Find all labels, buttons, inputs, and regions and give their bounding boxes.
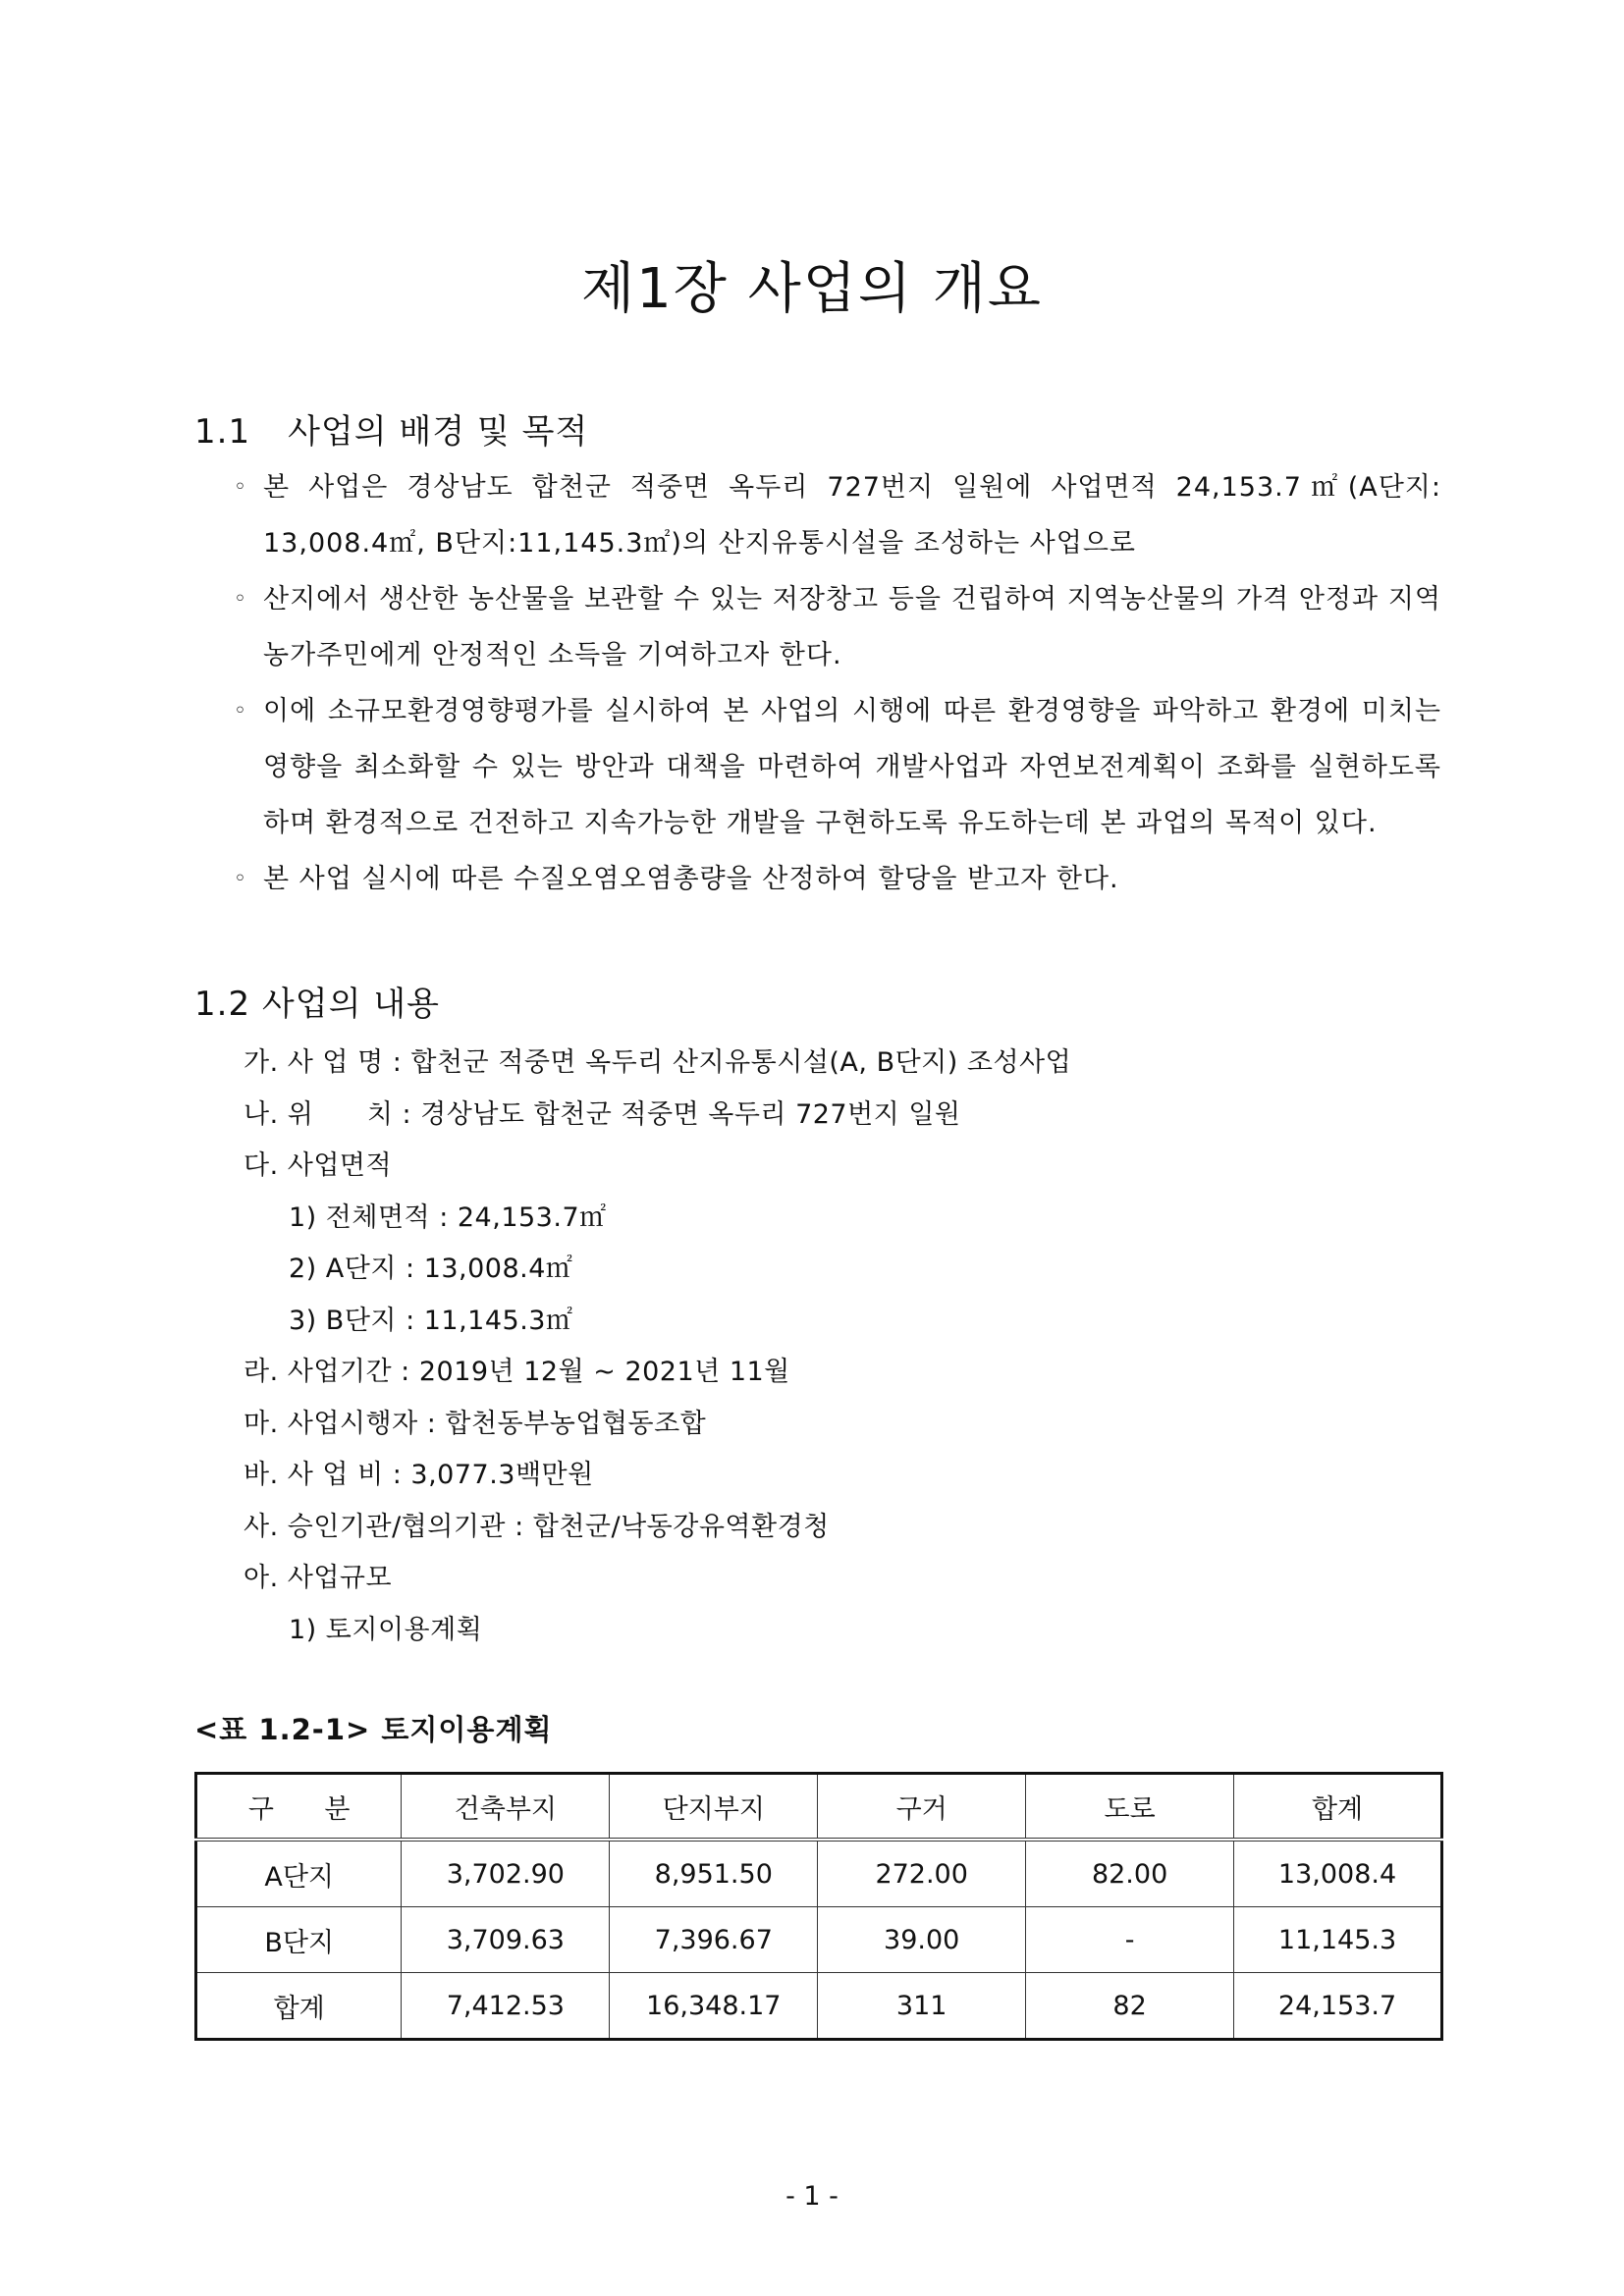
bullet-item [234, 683, 1441, 851]
column-header: 구거 [818, 1774, 1026, 1841]
detail-cost: 바. 사 업 비 : 3,077.3백만원 [244, 1460, 594, 1490]
table-cell: 16,348.17 [610, 1973, 818, 2040]
detail-project-name: 가. 사 업 명 : 합천군 적중면 옥두리 산지유통시설(A, B단지) 조성사업 [244, 1047, 1072, 1078]
table-cell: 82 [1026, 1973, 1234, 2040]
table-cell: B단지 [196, 1907, 402, 1973]
table-cell: 272.00 [818, 1840, 1026, 1907]
detail-period: 라. 사업기간 : 2019년 12월 ~ 2021년 11월 [244, 1357, 790, 1387]
section-title: 사업의 내용 [261, 985, 440, 1024]
table-cell: 13,008.4 [1234, 1840, 1442, 1907]
table-cell: 8,951.50 [610, 1840, 818, 1907]
table-cell: 311 [818, 1973, 1026, 2040]
detail-total-area: 1) 전체면적 : 24,153.7㎡ [289, 1201, 607, 1233]
table-cell: 82.00 [1026, 1840, 1234, 1907]
column-header: 도로 [1026, 1774, 1234, 1841]
background-bullet-list [234, 459, 1441, 907]
table-cell: 11,145.3 [1234, 1907, 1442, 1973]
bullet-marker: ◦ [234, 475, 247, 500]
table-row [196, 1840, 1442, 1907]
table-cell: - [1026, 1907, 1234, 1973]
section-title: 사업의 배경 및 목적 [288, 412, 589, 452]
detail-agencies: 사. 승인기관/협의기관 : 합천군/낙동강유역환경청 [244, 1511, 830, 1542]
table-cell: 합계 [196, 1973, 402, 2040]
table-cell: 39.00 [818, 1907, 1026, 1973]
section-number: 1.1 [194, 412, 251, 452]
section-heading-1-1 [194, 404, 588, 453]
land-use-table [194, 1772, 1443, 2041]
chapter-title: 제1장 사업의 개요 [581, 257, 1043, 321]
detail-location: 나. 위 치 : 경상남도 합천군 적중면 옥두리 727번지 일원 [244, 1098, 961, 1130]
bullet-text: 본 사업은 경상남도 합천군 적중면 옥두리 727번지 일원에 사업면적 24,153.7㎡(A단지: 13,008.4㎡, B단지:11,145.3㎡)의 산지유통시설을 조성하는 사업으로 [263, 472, 1441, 559]
table-cell: 3,709.63 [402, 1907, 610, 1973]
table-cell: 3,702.90 [402, 1840, 610, 1907]
table-cell: 7,396.67 [610, 1907, 818, 1973]
table-row-total [196, 1973, 1442, 2040]
column-header: 합계 [1234, 1774, 1442, 1841]
bullet-marker: ◦ [234, 587, 247, 612]
detail-land-use-plan: 1) 토지이용계획 [289, 1614, 483, 1645]
project-details-list [244, 1038, 1071, 1656]
table-header-row [196, 1774, 1442, 1841]
detail-operator: 마. 사업시행자 : 합천동부농업협동조합 [244, 1408, 707, 1439]
column-header: 구 분 [196, 1774, 402, 1841]
bullet-item [234, 851, 1441, 907]
section-heading-1-2 [194, 977, 440, 1025]
bullet-text: 이에 소규모환경영향평가를 실시하여 본 사업의 시행에 따른 환경영향을 파악하고 환경에 미치는 영향을 최소화할 수 있는 방안과 대책을 마련하여 개발사업과 자연보전계획이 조화를 실현하도록 하며 환경적으로 건전하고 지속가능한 개발을 구현하도록 유도하는데 본 과업의 목적이 있다. [263, 696, 1441, 838]
table-cell: A단지 [196, 1840, 402, 1907]
bullet-item [234, 459, 1441, 571]
section-number: 1.2 [194, 985, 251, 1024]
bullet-text: 본 사업 실시에 따른 수질오염오염총량을 산정하여 할당을 받고자 한다. [263, 864, 1119, 894]
table-row [196, 1907, 1442, 1973]
table-cell: 24,153.7 [1234, 1973, 1442, 2040]
table-caption: <표 1.2-1> 토지이용계획 [194, 1713, 553, 1746]
detail-scale-heading: 아. 사업규모 [244, 1563, 393, 1593]
detail-area-a: 2) A단지 : 13,008.4㎡ [289, 1254, 573, 1284]
bullet-item [234, 571, 1441, 683]
column-header: 건축부지 [402, 1774, 610, 1841]
bullet-marker: ◦ [234, 699, 247, 723]
page-number: - 1 - [785, 2181, 839, 2212]
table-cell: 7,412.53 [402, 1973, 610, 2040]
column-header: 단지부지 [610, 1774, 818, 1841]
bullet-marker: ◦ [234, 867, 247, 891]
detail-area-b: 3) B단지 : 11,145.3㎡ [289, 1305, 573, 1336]
bullet-text: 산지에서 생산한 농산물을 보관할 수 있는 저장창고 등을 건립하여 지역농산물의 가격 안정과 지역농가주민에게 안정적인 소득을 기여하고자 한다. [263, 584, 1441, 670]
detail-area-heading: 다. 사업면적 [244, 1150, 393, 1181]
